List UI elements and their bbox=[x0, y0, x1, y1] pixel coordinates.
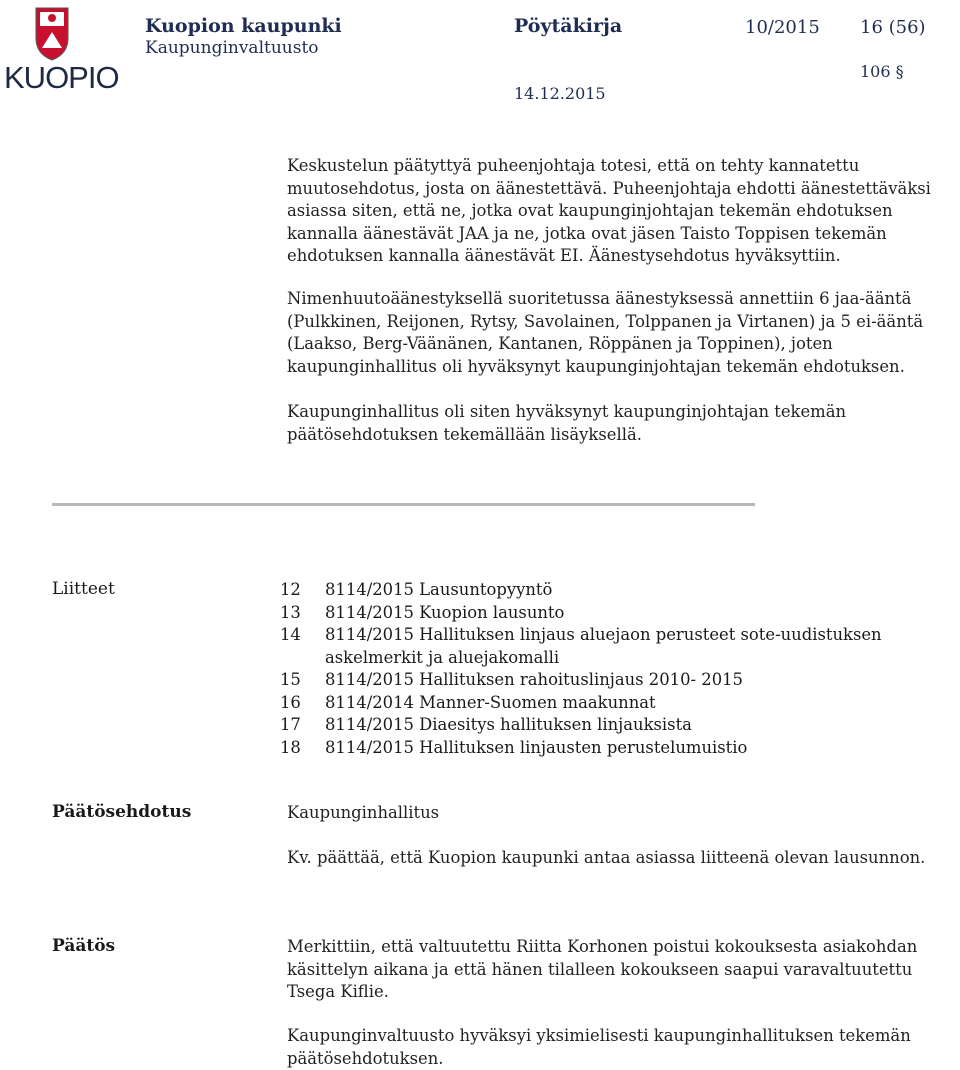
decision-text-1: Merkittiin, että valtuutettu Riitta Korhonen poistui kokouksesta asiakohdan käsittelyn aikana ja että hänen tilalleen kokoukseen saapui varavaltuutettu Tsega Kiflie. bbox=[287, 937, 918, 1001]
paragraph-text: Kaupunginhallitus oli siten hyväksynyt kaupunginjohtajan tekemän päätösehdotuksen tekemällään lisäyksellä. bbox=[287, 402, 847, 444]
org-name: Kuopion kaupunki bbox=[145, 15, 342, 37]
attachment-item bbox=[280, 624, 952, 669]
section-number: 106 § bbox=[860, 62, 904, 81]
proposal-label: Päätösehdotus bbox=[52, 802, 192, 822]
attachment-item bbox=[280, 602, 952, 625]
logo-text: KUOPIO bbox=[4, 60, 119, 95]
attachment-title: 8114/2015 Diaesitys hallituksen linjauksista bbox=[325, 715, 692, 734]
paragraph-1 bbox=[287, 155, 952, 268]
attachment-number: 18 bbox=[280, 737, 301, 757]
attachments-list bbox=[280, 579, 952, 759]
attachment-number: 13 bbox=[280, 602, 301, 622]
attachment-title: 8114/2015 Hallituksen rahoituslinjaus 2010- 2015 bbox=[325, 670, 743, 689]
attachment-number: 14 bbox=[280, 625, 301, 644]
decision-label: Päätös bbox=[52, 936, 116, 956]
kuopio-logo bbox=[4, 4, 119, 96]
doc-number: 10/2015 bbox=[745, 17, 820, 38]
attachment-item bbox=[280, 669, 952, 692]
meeting-date: 14.12.2015 bbox=[514, 84, 606, 103]
decision-text-2: Kaupunginvaltuusto hyväksyi yksimielisesti kaupunginhallituksen tekemän päätösehdotuksen. bbox=[287, 1026, 911, 1068]
paragraph-text: Keskustelun päätyttyä puheenjohtaja totesi, että on tehty kannatettu muutosehdotus, josta on äänestettävä. Puheenjohtaja ehdotti äänestettäväksi asiassa siten, että ne, jotka ovat kaupunginjohtajan tekemän ehdotuksen kannalla äänestävät JAA ja ne, jotka ovat jäsen Taisto Toppisen tekemän ehdotuksen kannalla äänestävät EI. Äänestysehdotus hyväksyttiin. bbox=[287, 156, 931, 265]
attachment-number: 16 bbox=[280, 692, 301, 712]
section-divider bbox=[52, 503, 755, 506]
doc-type: Pöytäkirja bbox=[514, 15, 623, 37]
attachment-title: 8114/2014 Manner-Suomen maakunnat bbox=[325, 692, 656, 712]
attachment-item bbox=[280, 714, 952, 737]
attachment-number: 12 bbox=[280, 580, 301, 599]
attachment-item bbox=[280, 737, 952, 760]
coat-of-arms-icon bbox=[4, 4, 100, 64]
attachment-title: 8114/2015 Kuopion lausunto bbox=[325, 602, 565, 622]
proposal-proposer: Kaupunginhallitus bbox=[287, 803, 440, 822]
attachment-title: 8114/2015 Lausuntopyyntö bbox=[325, 580, 553, 599]
attachments-label: Liitteet bbox=[52, 579, 115, 599]
paragraph-3 bbox=[287, 401, 952, 446]
attachment-number: 15 bbox=[280, 670, 301, 689]
attachment-item bbox=[280, 692, 952, 715]
paragraph-text: Nimenhuutoäänestyksellä suoritetussa äänestyksessä annettiin 6 jaa-ääntä (Pulkkinen, Reijonen, Rytsy, Savolainen, Tolppanen ja Virtanen) ja 5 ei-ääntä (Laakso, Berg-Väänänen, Kantanen, Röppänen ja Toppinen), joten kaupunginhallitus oli hyväksynyt kaupunginjohtajan tekemän ehdotuksen. bbox=[287, 289, 924, 376]
paragraph-2 bbox=[287, 288, 952, 378]
body-name: Kaupunginvaltuusto bbox=[145, 38, 319, 58]
attachment-title: 8114/2015 Hallituksen linjaus aluejaon perusteet sote-uudistuksen askelmerkit ja aluejakomalli bbox=[325, 625, 882, 667]
attachment-number: 17 bbox=[280, 715, 301, 734]
attachment-title: 8114/2015 Hallituksen linjausten perustelumuistio bbox=[325, 737, 748, 757]
page-number: 16 (56) bbox=[860, 17, 926, 38]
attachment-item bbox=[280, 579, 952, 602]
proposal-text: Kv. päättää, että Kuopion kaupunki antaa asiassa liitteenä olevan lausunnon. bbox=[287, 848, 926, 867]
